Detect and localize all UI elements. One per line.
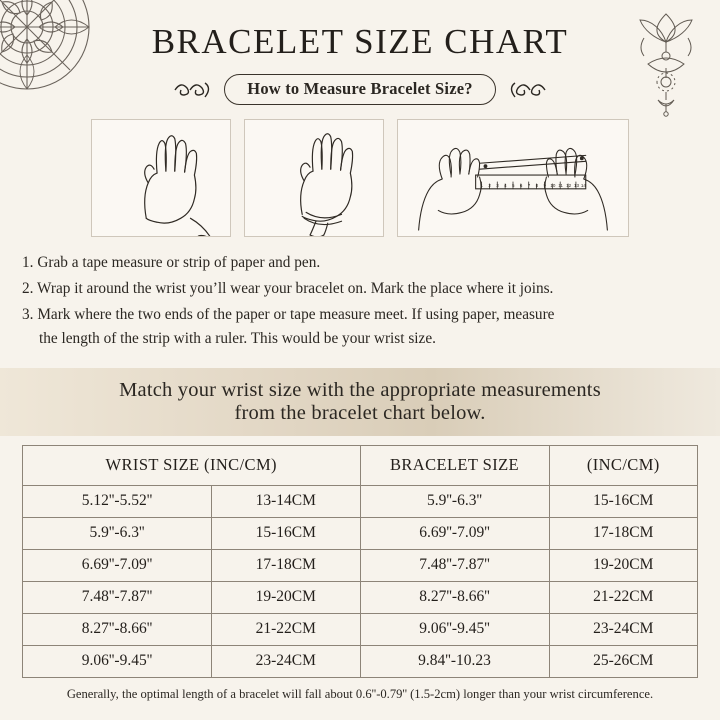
- cell-bracelet-cm: 23-24CM: [549, 613, 698, 645]
- cell-bracelet-cm: 21-22CM: [549, 581, 698, 613]
- svg-text:6: 6: [519, 182, 523, 188]
- table-row: [23, 549, 698, 581]
- table-header-row: [23, 445, 698, 485]
- match-banner: [0, 368, 720, 436]
- subtitle-row: [0, 74, 720, 105]
- step-text: Mark where the two ends of the paper or tape measure meet. If using paper, measure: [37, 306, 555, 324]
- cell-bracelet-cm: 15-16CM: [549, 485, 698, 517]
- cell-wrist-inches: 9.06''-9.45'': [23, 645, 212, 677]
- cell-wrist-inches: 5.12''-5.52'': [23, 485, 212, 517]
- list-item: [22, 303, 698, 351]
- cell-wrist-inches: 5.9''-6.3'': [23, 517, 212, 549]
- illustration-hand-wrapped-with-tape: [244, 119, 384, 237]
- table-row: [23, 613, 698, 645]
- illustration-row: [0, 119, 720, 237]
- cell-wrist-cm: 19-20CM: [212, 581, 361, 613]
- flourish-right-icon: [506, 79, 548, 101]
- cell-wrist-cm: 23-24CM: [212, 645, 361, 677]
- size-table: [22, 445, 698, 678]
- svg-text:9: 9: [543, 182, 546, 188]
- cell-wrist-inches: 7.48''-7.87'': [23, 581, 212, 613]
- svg-text:3: 3: [496, 182, 499, 188]
- list-item: [22, 277, 698, 301]
- cell-bracelet-inches: 6.69''-7.09'': [360, 517, 549, 549]
- banner-line-2: from the bracelet chart below.: [234, 401, 486, 424]
- svg-text:8: 8: [535, 182, 539, 188]
- cell-wrist-inches: 6.69''-7.09'': [23, 549, 212, 581]
- table-row: [23, 485, 698, 517]
- table-row: [23, 645, 698, 677]
- cell-bracelet-inches: 9.84''-10.23: [360, 645, 549, 677]
- cell-bracelet-inches: 9.06''-9.45'': [360, 613, 549, 645]
- column-header-bracelet-size: BRACELET SIZE: [360, 445, 549, 485]
- svg-text:1: 1: [480, 182, 484, 188]
- cell-bracelet-inches: 7.48''-7.87'': [360, 549, 549, 581]
- svg-text:10: 10: [550, 182, 556, 188]
- svg-text:11: 11: [558, 182, 563, 188]
- svg-text:13: 13: [573, 182, 579, 188]
- cell-wrist-inches: 8.27''-8.66'': [23, 613, 212, 645]
- step-number: 3.: [22, 306, 34, 324]
- page-title: BRACELET SIZE CHART: [151, 22, 569, 61]
- cell-wrist-cm: 15-16CM: [212, 517, 361, 549]
- list-item: [22, 251, 698, 275]
- cell-wrist-cm: 17-18CM: [212, 549, 361, 581]
- cell-wrist-cm: 13-14CM: [212, 485, 361, 517]
- svg-text:2: 2: [488, 182, 491, 188]
- cell-bracelet-inches: 8.27''-8.66'': [360, 581, 549, 613]
- cell-wrist-cm: 21-22CM: [212, 613, 361, 645]
- step-text: Wrap it around the wrist you’ll wear your bracelet on. Mark the place where it joins.: [37, 280, 554, 298]
- banner-line-1: Match your wrist size with the appropriate measurements: [119, 378, 601, 401]
- cell-bracelet-cm: 19-20CM: [549, 549, 698, 581]
- subtitle-pill: How to Measure Bracelet Size?: [224, 74, 495, 105]
- flourish-left-icon: [172, 79, 214, 101]
- step-number: 2.: [22, 280, 34, 298]
- svg-text:14: 14: [580, 182, 586, 188]
- svg-text:7: 7: [527, 182, 531, 188]
- step-text-continued: the length of the strip with a ruler. This would be your wrist size.: [39, 330, 436, 348]
- cell-bracelet-inches: 5.9''-6.3'': [360, 485, 549, 517]
- footnote: Generally, the optimal length of a bracelet will fall about 0.6''-0.79'' (1.5-2cm) longer than your wrist circumference.: [66, 686, 654, 701]
- step-number: 1.: [22, 254, 34, 271]
- table-row: [23, 581, 698, 613]
- svg-text:12: 12: [566, 182, 572, 188]
- column-header-wrist-size: WRIST SIZE (INC/CM): [23, 445, 361, 485]
- measure-steps: [22, 251, 698, 352]
- step-text: Grab a tape measure or strip of paper and pen.: [37, 254, 321, 271]
- cell-bracelet-cm: 17-18CM: [549, 517, 698, 549]
- illustration-hands-measuring-strip-with-ruler: [397, 119, 629, 237]
- illustration-hand-with-tape-measure-start: [91, 119, 231, 237]
- table-row: [23, 517, 698, 549]
- cell-bracelet-cm: 25-26CM: [549, 645, 698, 677]
- svg-text:5: 5: [512, 182, 515, 188]
- svg-text:4: 4: [504, 182, 507, 188]
- column-header-bracelet-units: (INC/CM): [549, 445, 698, 485]
